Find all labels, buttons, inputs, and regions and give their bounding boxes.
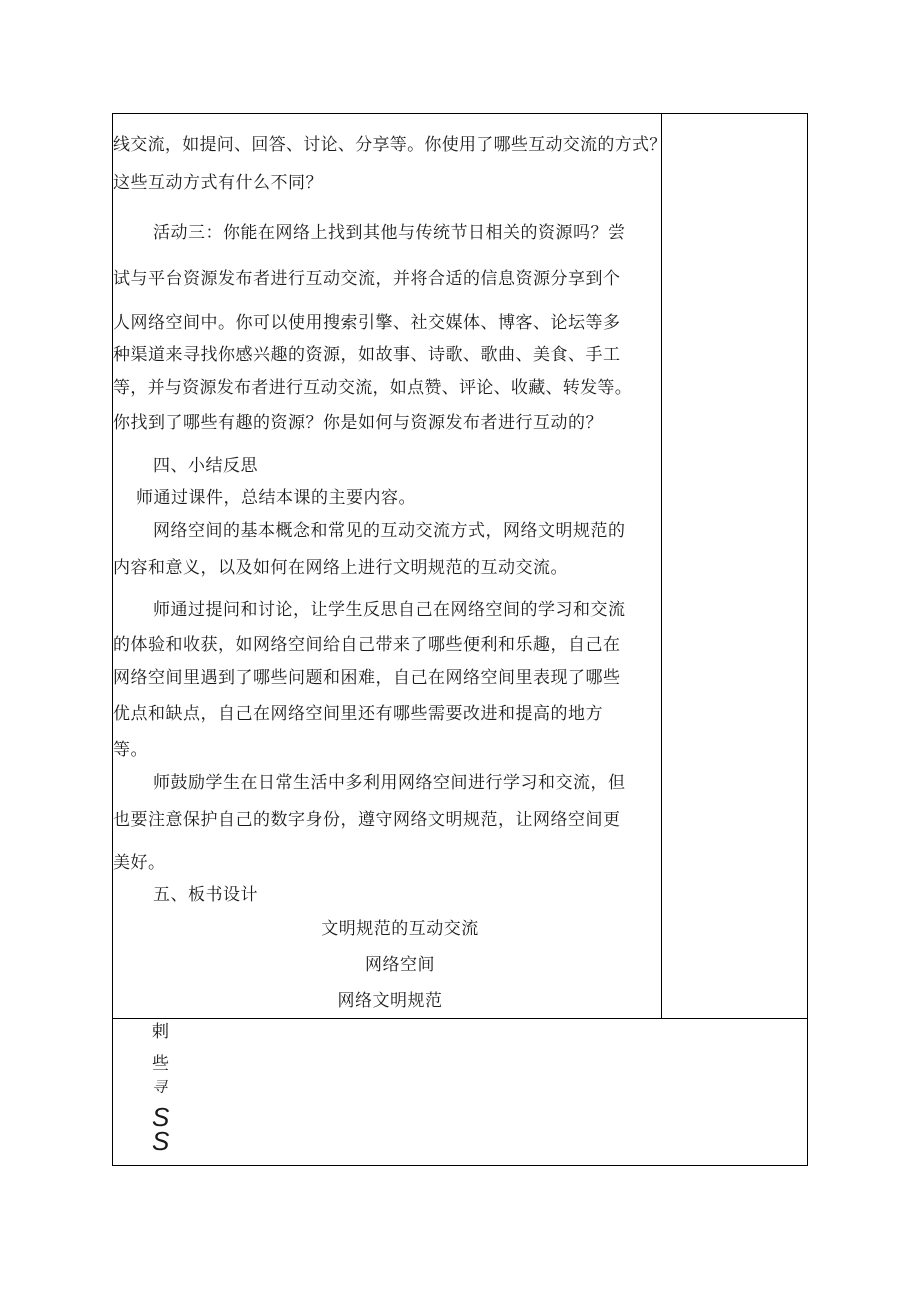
text-line: 网络空间里遇到了哪些问题和困难，自己在网络空间里表现了哪些 — [113, 668, 621, 688]
fragment-char: 剌 — [152, 1022, 169, 1042]
text-line: 等，并与资源发布者进行互动交流，如点赞、评论、收藏、转发等。 — [113, 378, 632, 398]
board-title: 文明规范的互动交流 — [321, 919, 479, 939]
fragment-symbol: S — [152, 1126, 170, 1156]
text-line: 网络空间的基本概念和常见的互动交流方式，网络文明规范的 — [153, 521, 626, 541]
table-bottom-border — [112, 1165, 808, 1166]
text-line: 优点和缺点，自己在网络空间里还有哪些需要改进和提高的地方 — [113, 704, 603, 724]
text-line: 内容和意义，以及如何在网络上进行文明规范的互动交流。 — [113, 558, 568, 578]
text-line: 师鼓励学生在日常生活中多利用网络空间进行学习和交流，但 — [153, 773, 626, 793]
text-line: 师通过课件，总结本课的主要内容。 — [136, 488, 416, 508]
text-line: 你找到了哪些有趣的资源？你是如何与资源发布者进行互动的？ — [113, 413, 603, 433]
text-line: 试与平台资源发布者进行互动交流，并将合适的信息资源分享到个 — [113, 269, 621, 289]
text-line: 美好。 — [113, 853, 166, 873]
text-line: 师通过提问和讨论，让学生反思自己在网络空间的学习和交流 — [153, 600, 626, 620]
fragment-char: 寻 — [152, 1078, 168, 1096]
board-item: 网络文明规范 — [337, 991, 443, 1011]
fragment-symbol: S — [152, 1102, 170, 1132]
text-line: 等。 — [113, 740, 148, 760]
text-line: 活动三：你能在网络上找到其他与传统节日相关的资源吗？尝 — [153, 223, 626, 243]
board-item: 网络空间 — [365, 955, 435, 975]
text-line: 线交流，如提问、回答、讨论、分享等。你使用了哪些互动交流的方式？ — [113, 135, 667, 155]
text-line: 这些互动方式有什么不同？ — [113, 173, 323, 193]
table-right-border — [807, 113, 808, 1166]
section-heading-summary: 四、小结反思 — [153, 456, 258, 476]
table-top-border — [112, 113, 808, 114]
fragment-char: 些 — [152, 1054, 169, 1074]
text-line: 种渠道来寻找你感兴趣的资源，如故事、诗歌、歌曲、美食、手工 — [113, 345, 621, 365]
section-heading-board: 五、板书设计 — [153, 885, 258, 905]
text-line: 也要注意保护自己的数字身份，遵守网络文明规范，让网络空间更 — [113, 810, 621, 830]
text-line: 人网络空间中。你可以使用搜索引擎、社交媒体、博客、论坛等多 — [113, 313, 621, 333]
text-line: 的体验和收获，如网络空间给自己带来了哪些便利和乐趣，自己在 — [113, 635, 621, 655]
row-divider — [112, 1018, 808, 1019]
column-divider — [661, 113, 662, 1019]
